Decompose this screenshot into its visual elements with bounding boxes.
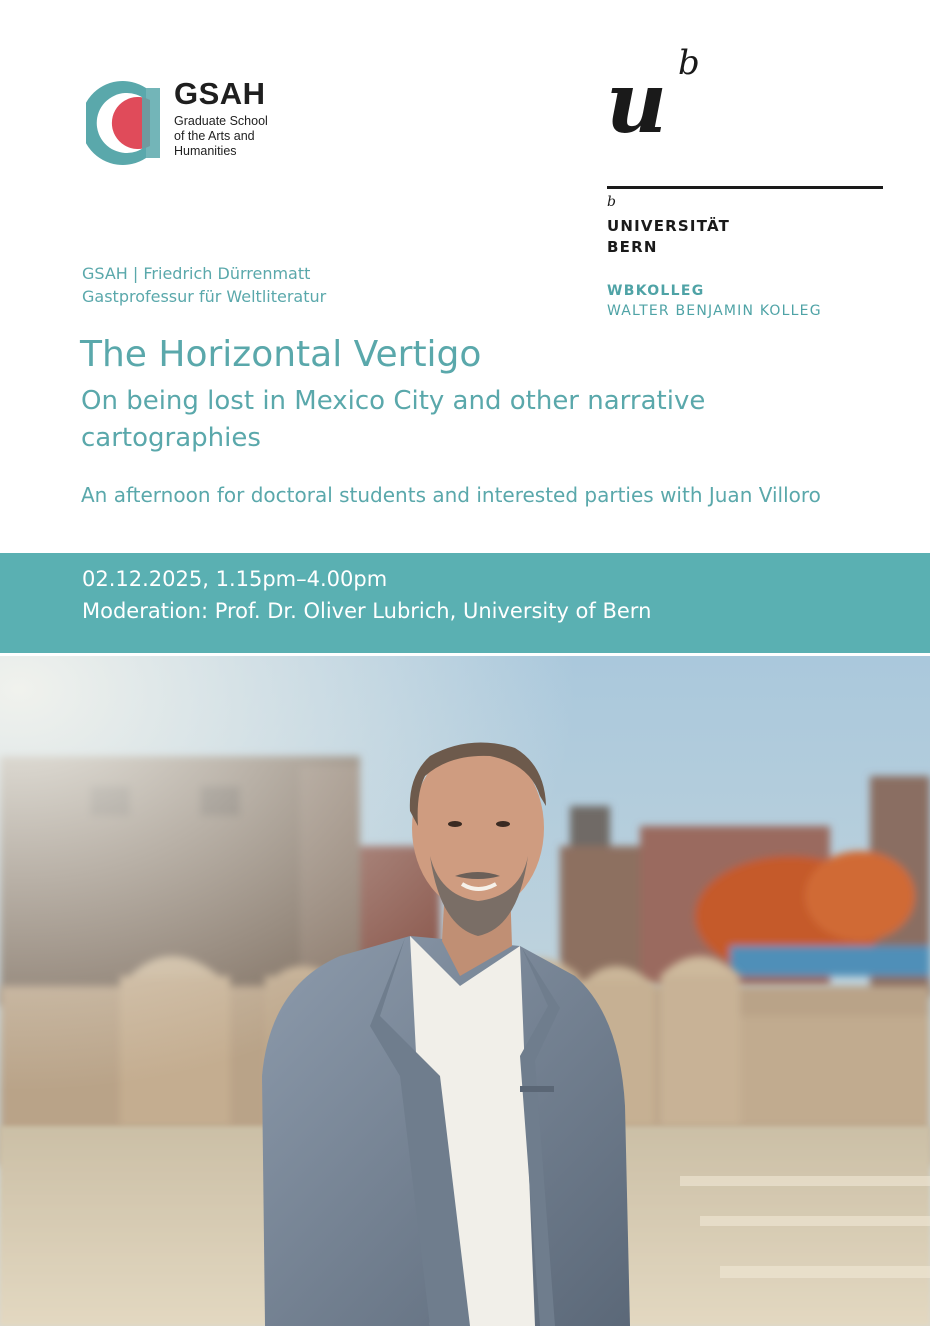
gsah-subtitle-line: Humanities (174, 144, 237, 158)
event-intro: An afternoon for doctoral students and interested parties with Juan Villoro (81, 483, 821, 507)
unibe-name (607, 216, 730, 258)
event-title: The Horizontal Vertigo (80, 334, 482, 375)
gsah-logo-mark-icon (86, 76, 166, 166)
wbkolleg-full: WALTER BENJAMIN KOLLEG (607, 303, 822, 319)
unibe-mark-b: b (678, 44, 700, 83)
wbkolleg-short: WBKOLLEG (607, 283, 705, 299)
event-moderation: Moderation: Prof. Dr. Oliver Lubrich, University of Bern (82, 599, 652, 623)
unibe-logo-mark-icon (606, 44, 716, 144)
unibe-name-line: BERN (607, 238, 658, 256)
event-info-band (0, 553, 930, 653)
speaker-photo (0, 656, 930, 1326)
gsah-subtitle (174, 114, 268, 159)
lecture-series (82, 262, 326, 308)
unibe-mark-u: u (606, 53, 668, 144)
series-line: GSAH | Friedrich Dürrenmatt (82, 264, 311, 283)
gsah-subtitle-line: Graduate School (174, 114, 268, 128)
event-subtitle: On being lost in Mexico City and other narrative cartographies (81, 386, 706, 453)
unibe-name-line: UNIVERSITÄT (607, 217, 731, 235)
gsah-subtitle-line: of the Arts and (174, 129, 255, 143)
speaker-photo-illustration (0, 656, 930, 1326)
gsah-name: GSAH (174, 76, 266, 111)
series-line: Gastprofessur für Weltliteratur (82, 287, 327, 306)
gsah-logo (86, 76, 306, 166)
unibe-divider (607, 186, 883, 189)
event-datetime: 02.12.2025, 1.15pm–4.00pm (82, 567, 388, 591)
unibe-small-b: b (607, 194, 616, 210)
